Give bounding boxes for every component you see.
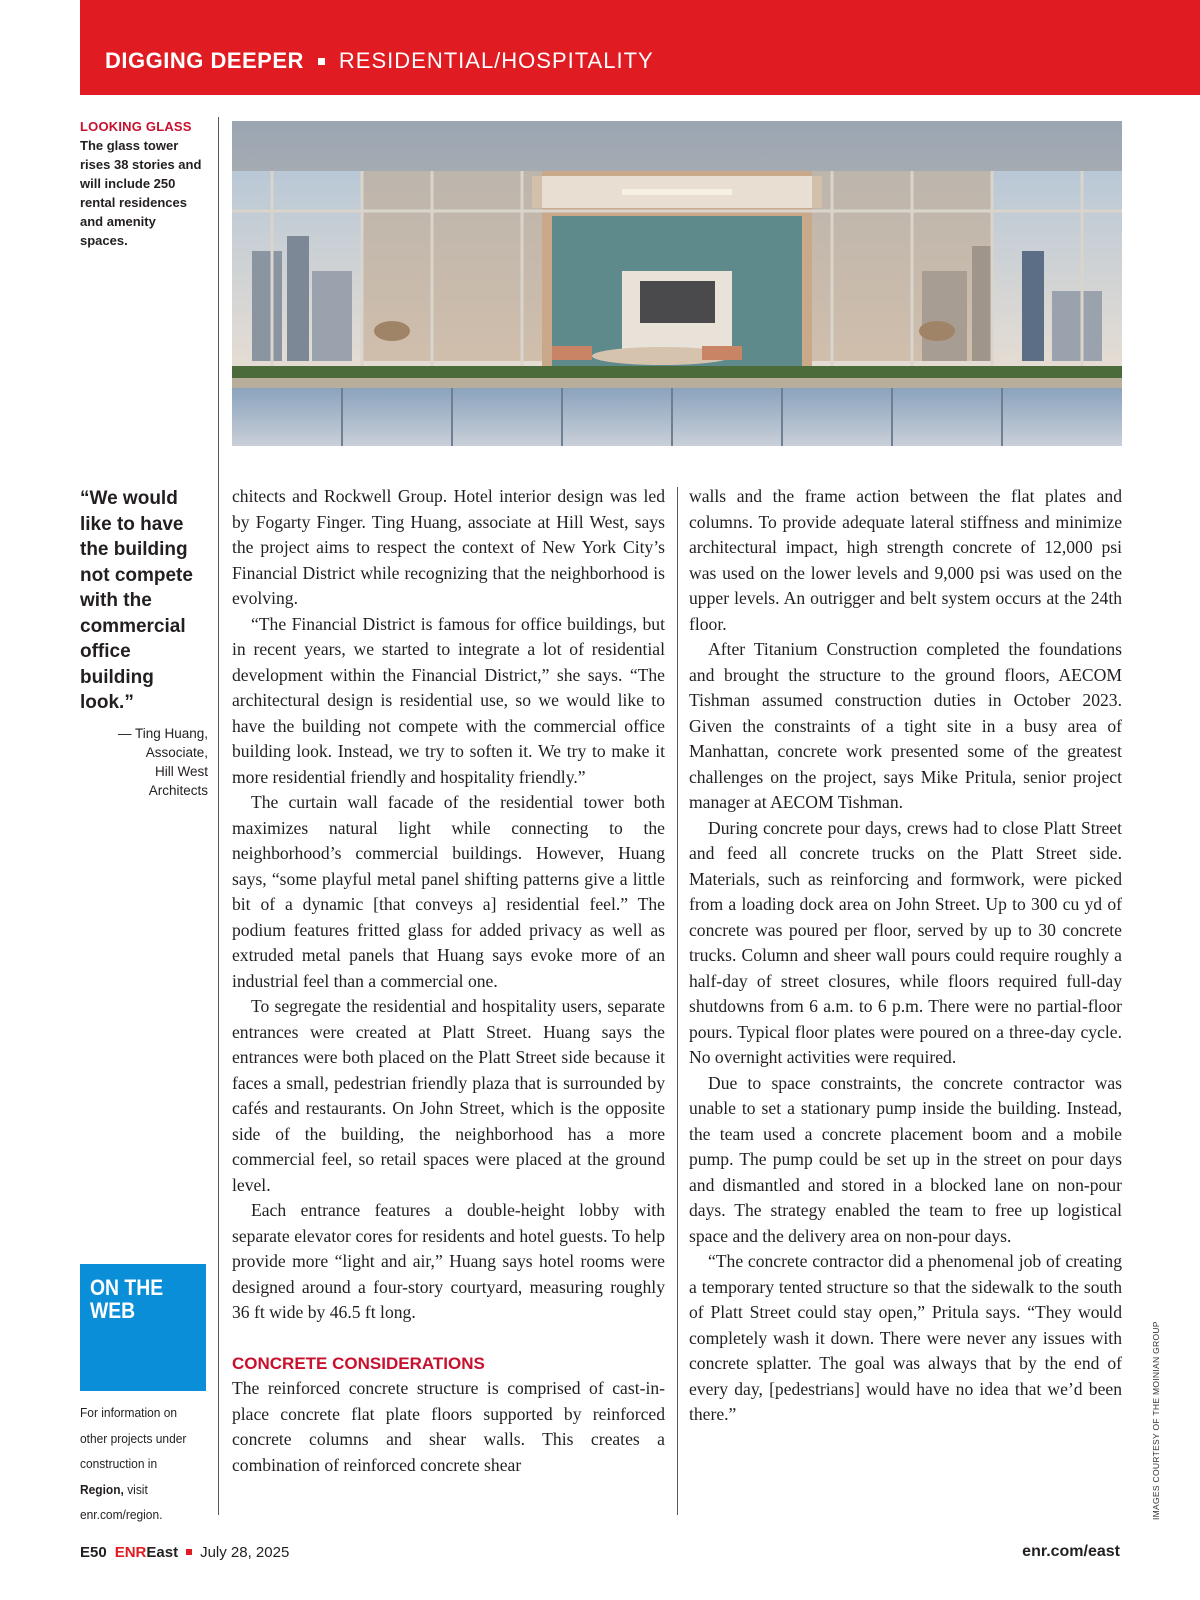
paragraph: chitects and Rockwell Group. Hotel interior design was led by Fogarty Finger. Ting Huang, associate at Hill West, says the project aims to respect the context of New York City’s Financial District while recognizing that the neighborhood is evolving. bbox=[232, 486, 665, 608]
paragraph: To segregate the residential and hospitality users, separate entrances were created at Platt Street. Huang says the entrances were both placed on the Platt Street side because it faces a small, pedestrian friendly plaza that is surrounded by cafés and restaurants. On John Street, which is the opposite side of the building, the neighborhood has a more commercial feel, so retail spaces were placed at the ground level. bbox=[232, 996, 665, 1195]
paragraph: walls and the frame action between the flat plates and columns. To provide adequate lateral stiffness and minimize architectural impact, high strength concrete of 12,000 psi was used on the lower levels and 9,000 psi was used on the upper levels. An outrigger and belt system occurs at the 24th floor. bbox=[689, 486, 1122, 634]
column-rule-center bbox=[677, 487, 678, 1515]
rendering-image bbox=[232, 121, 1122, 446]
on-the-web-box bbox=[80, 1264, 206, 1391]
rooftop-lounge-photo bbox=[232, 121, 1122, 446]
paragraph: The reinforced concrete structure is comprised of cast-in-place concrete flat plate floors supported by reinforced concrete columns and shear walls. This creates a combination of reinforced concrete shear bbox=[232, 1378, 665, 1475]
pull-quote-text: “We would like to have the building not compete with the commercial office building look.” bbox=[80, 488, 193, 713]
on-the-web-note bbox=[80, 1400, 200, 1528]
article-column-1 bbox=[232, 484, 665, 1478]
subhead-concrete-considerations: CONCRETE CONSIDERATIONS bbox=[232, 1353, 485, 1373]
photo-credit: IMAGES COURTESY OF THE MOINIAN GROUP bbox=[1151, 1321, 1161, 1520]
issue-date: July 28, 2025 bbox=[200, 1543, 290, 1561]
paragraph: “The Financial District is famous for office buildings, but in recent years, we started to integrate a lot of residential development within the Financial District,” she says. “The architectural design is residential use, so we would like to have the building not compete with the commercial office building look. Instead, we try to soften it. We try to make it more residential friendly and hospitality friendly.” bbox=[232, 613, 665, 787]
photo-caption bbox=[80, 117, 205, 250]
web-note-prefix: For information on other projects under construction in bbox=[80, 1405, 187, 1471]
page-footer bbox=[80, 1540, 1120, 1564]
attrib-org: Hill West bbox=[154, 763, 208, 779]
attrib-org2: Architects bbox=[148, 782, 208, 798]
brand-logo: ENR bbox=[114, 1543, 147, 1561]
footer-folio bbox=[80, 1544, 289, 1561]
paragraph: Each entrance features a double-height lobby with separate elevator cores for residents and hotel guests. To help provide more “light and air,” Huang says hotel rooms were designed around a four-story courtyard, measuring roughly 36 ft wide by 46.5 ft long. bbox=[232, 1200, 665, 1322]
paragraph: During concrete pour days, crews had to close Platt Street and feed all concrete trucks on the Platt Street side. Materials, such as reinforcing and formwork, were picked from a loading dock area on John Street. Up to 300 cu yd of concrete was poured per floor, served by up to 30 concrete trucks. Column and sheer wall pours could require roughly a half-day of street closures, while floors required full-day shutdowns from 6 a.m. to 6 p.m. There were no partial-floor pours. Typical floor plates were poured on a three-day cycle. No overnight activities were required. bbox=[689, 817, 1122, 1067]
web-note-link[interactable]: visit enr.com/region. bbox=[80, 1481, 163, 1522]
on-the-web-title-line1: ON THE bbox=[90, 1275, 164, 1300]
section-header bbox=[105, 48, 654, 74]
paragraph: Due to space constraints, the concrete contractor was unable to set a stationary pump inside the building. Instead, the team used a concrete placement boom and a mobile pump. The pump could be set up in the street on pour days and dismantled and stored in a blocked lane on non-pour days. The strategy enabled the team to free up logistical space and the delivery area on non-pour days. bbox=[689, 1072, 1122, 1246]
paragraph: The curtain wall facade of the residential tower both maximizes natural light while connecting to the neighborhood’s commercial buildings. However, Huang says, “some playful metal panel shifting patterns give a little bit of a dynamic [that conveys a] residential feel.” The podium features fritted glass for added privacy as well as extruded metal panels that Huang says evoke more of an industrial feel than a commercial one. bbox=[232, 792, 665, 991]
caption-body: The glass tower rises 38 stories and will include 250 rental residences and amenity spaces. bbox=[80, 138, 202, 248]
attrib-title: Associate, bbox=[145, 744, 208, 760]
paragraph: After Titanium Construction completed the foundations and brought the structure to the ground floors, AECOM Tishman assumed construction duties in October 2023. Given the constraints of a tight site in a busy area of Manhattan, concrete work presented some of the greatest challenges on the project, says Mike Pritula, senior project manager at AECOM Tishman. bbox=[689, 639, 1122, 812]
article-column-2 bbox=[689, 484, 1122, 1428]
column-rule-left bbox=[218, 117, 219, 1515]
edition-name: East bbox=[146, 1543, 179, 1561]
attrib-name: — Ting Huang, bbox=[117, 725, 208, 741]
footer-url[interactable]: enr.com/east bbox=[1022, 1543, 1120, 1560]
paragraph: “The concrete contractor did a phenomenal job of creating a temporary tented structure so that the sidewalk to the south of Platt Street could stay open,” Pritula says. “They would completely wash it down. There were never any issues with concrete splatter. The goal was always that by the end of every day, [pedestrians] would have no idea that we’d been there.” bbox=[689, 1251, 1122, 1424]
section-header-bar bbox=[80, 0, 1200, 95]
web-note-region: Region, bbox=[80, 1481, 124, 1497]
pull-quote bbox=[80, 486, 208, 800]
on-the-web-title-line2: WEB bbox=[90, 1298, 136, 1323]
separator-square-icon bbox=[186, 1549, 192, 1555]
page-number: E50 bbox=[80, 1543, 107, 1561]
separator-square-icon bbox=[318, 58, 325, 65]
pull-quote-attribution bbox=[80, 724, 208, 800]
section-label: DIGGING DEEPER bbox=[105, 48, 304, 73]
caption-title: LOOKING GLASS bbox=[80, 119, 192, 134]
section-topic: RESIDENTIAL/HOSPITALITY bbox=[338, 48, 654, 73]
